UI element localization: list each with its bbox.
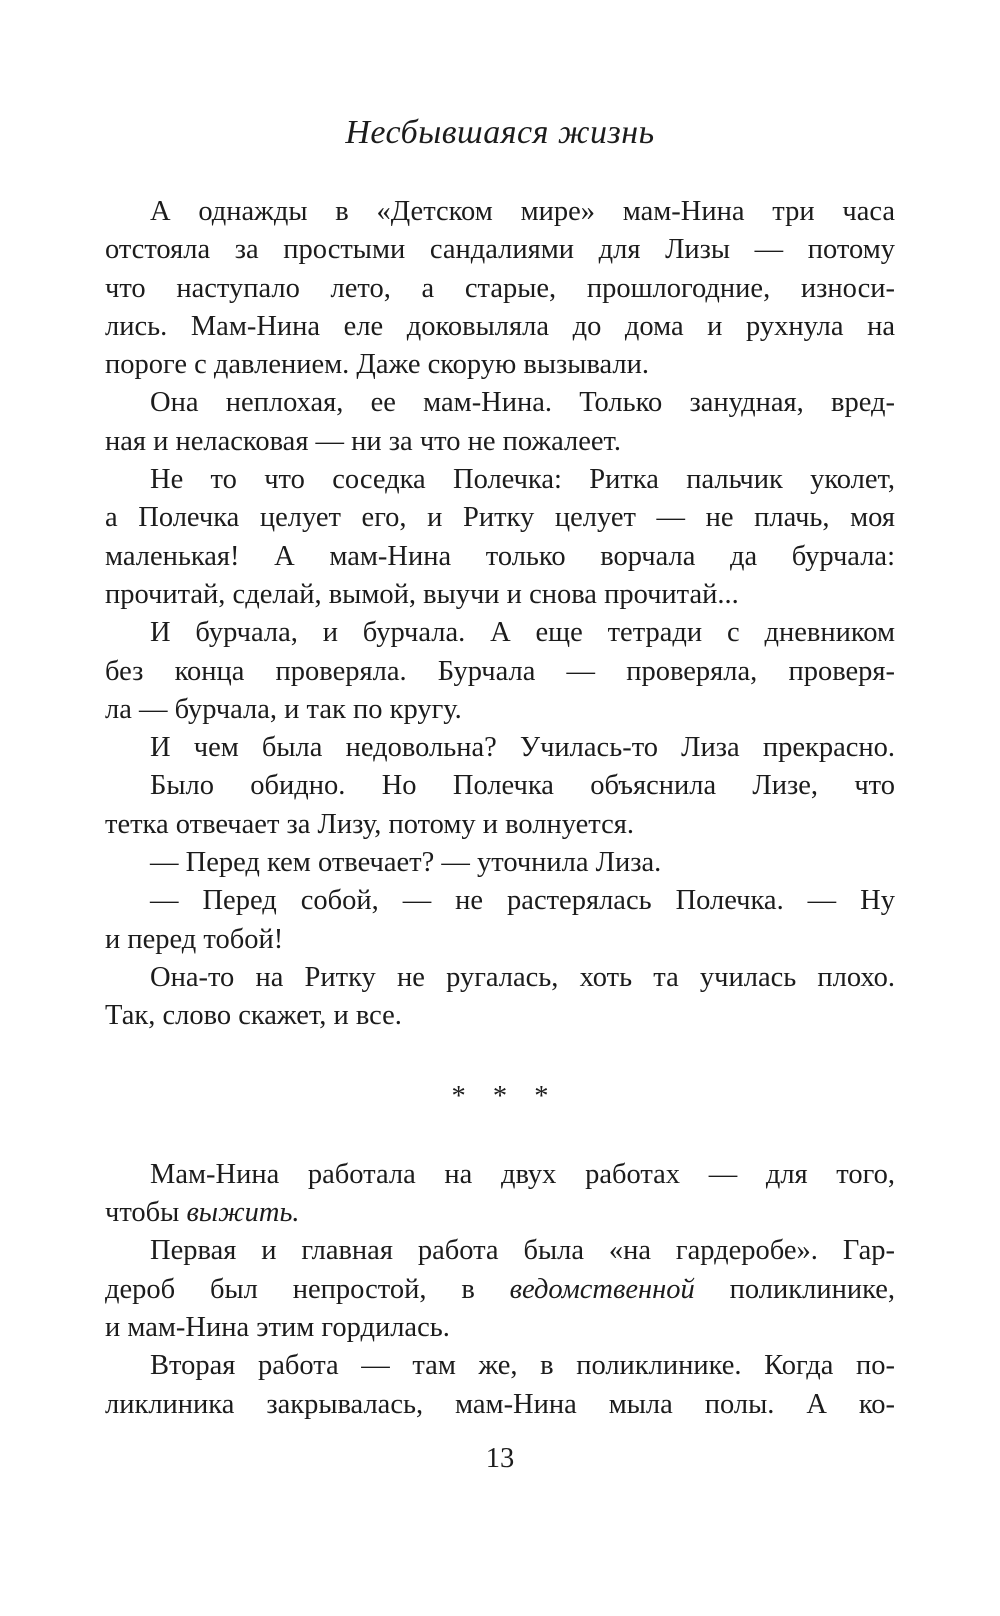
text-run: маленькая! А мам-Нина только ворчала да бурчала: bbox=[105, 540, 895, 572]
text-run: лись. Мам-Нина еле доковыляла до дома и рухнула на bbox=[105, 310, 895, 342]
text-line bbox=[105, 193, 895, 231]
text-line bbox=[105, 1347, 895, 1385]
text-line bbox=[105, 346, 895, 384]
text-line bbox=[105, 997, 895, 1035]
text-section-1 bbox=[105, 193, 895, 1036]
paragraph bbox=[105, 461, 895, 614]
text-run: Она-то на Ритку не ругалась, хоть та училась плохо. bbox=[150, 961, 895, 993]
italic-text: выжить. bbox=[186, 1197, 300, 1229]
page-number: 13 bbox=[485, 1443, 515, 1474]
text-run: Она неплохая, ее мам-Нина. Только занудная, вред- bbox=[150, 387, 895, 419]
text-line bbox=[105, 614, 895, 652]
text-line bbox=[105, 1232, 895, 1270]
text-line bbox=[105, 691, 895, 729]
paragraph bbox=[105, 384, 895, 461]
text-run: — Перед кем отвечает? — уточнила Лиза. bbox=[150, 847, 662, 879]
text-run: — Перед собой, — не растерялась Полечка. — Ну bbox=[150, 885, 895, 917]
text-run: И чем была недовольна? Училась-то Лиза прекрасно. bbox=[150, 732, 895, 764]
text-line bbox=[105, 882, 895, 920]
text-line bbox=[105, 538, 895, 576]
text-line bbox=[105, 576, 895, 614]
text-run: пороге с давлением. Даже скорую вызывали. bbox=[105, 349, 650, 381]
text-run: тетка отвечает за Лизу, потому и волнуется. bbox=[105, 808, 634, 840]
italic-text: ведомственной bbox=[509, 1273, 695, 1305]
text-run: ла — бурчала, и так по кругу. bbox=[105, 693, 462, 725]
text-line bbox=[105, 461, 895, 499]
text-run: без конца проверяла. Бурчала — проверяла, проверя- bbox=[105, 655, 895, 687]
text-run: и мам-Нина этим гордилась. bbox=[105, 1312, 450, 1344]
text-line bbox=[105, 653, 895, 691]
text-line bbox=[105, 270, 895, 308]
text-line bbox=[105, 499, 895, 537]
text-run: а Полечка целует его, и Ритку целует — не плачь, моя bbox=[105, 502, 895, 534]
chapter-title: Несбывшаяся жизнь bbox=[345, 114, 655, 151]
text-run: прочитай, сделай, вымой, выучи и снова прочитай... bbox=[105, 578, 739, 610]
text-line bbox=[105, 384, 895, 422]
text-line bbox=[105, 921, 895, 959]
text-line bbox=[105, 1309, 895, 1347]
text-line bbox=[105, 1156, 895, 1194]
text-line bbox=[105, 1386, 895, 1424]
paragraph bbox=[105, 882, 895, 959]
text-run: отстояла за простыми сандалиями для Лизы — потому bbox=[105, 234, 895, 266]
text-run: Было обидно. Но Полечка объяснила Лизе, что bbox=[150, 770, 895, 802]
paragraph bbox=[105, 1156, 895, 1233]
text-run: Не то что соседка Полечка: Ритка пальчик уколет, bbox=[150, 464, 895, 496]
text-line bbox=[105, 806, 895, 844]
paragraph bbox=[105, 959, 895, 1036]
text-line bbox=[105, 1194, 895, 1232]
text-run: и перед тобой! bbox=[105, 923, 284, 955]
text-line bbox=[105, 1271, 895, 1309]
text-run: чтобы bbox=[105, 1197, 187, 1229]
text-run: дероб был непростой, в bbox=[105, 1273, 510, 1305]
paragraph bbox=[105, 844, 895, 882]
text-run: что наступало лето, а старые, прошлогодние, износи- bbox=[105, 272, 895, 304]
text-run: ная и неласковая — ни за что не пожалеет. bbox=[105, 425, 621, 457]
text-run: Мам-Нина работала на двух работах — для того, bbox=[150, 1158, 895, 1190]
text-line bbox=[105, 308, 895, 346]
paragraph bbox=[105, 193, 895, 384]
text-line bbox=[105, 231, 895, 269]
text-run: Первая и главная работа была «на гардеробе». Гар- bbox=[150, 1235, 895, 1267]
paragraph bbox=[105, 614, 895, 729]
text-line bbox=[105, 729, 895, 767]
text-line bbox=[105, 844, 895, 882]
paragraph bbox=[105, 767, 895, 844]
text-run: Вторая работа — там же, в поликлинике. Когда по- bbox=[150, 1350, 895, 1382]
page-body bbox=[105, 193, 895, 1424]
paragraph bbox=[105, 729, 895, 767]
section-separator: * * * bbox=[451, 1080, 549, 1112]
text-run: И бурчала, и бурчала. А еще тетради с дневником bbox=[150, 617, 895, 649]
text-line bbox=[105, 959, 895, 997]
text-run: ликлиника закрывалась, мам-Нина мыла полы. А ко- bbox=[105, 1388, 895, 1420]
paragraph bbox=[105, 1347, 895, 1424]
text-run: поликлинике, bbox=[694, 1273, 895, 1305]
text-line bbox=[105, 423, 895, 461]
text-section-2 bbox=[105, 1156, 895, 1424]
paragraph bbox=[105, 1232, 895, 1347]
text-run: Так, слово скажет, и все. bbox=[105, 1000, 402, 1032]
text-line bbox=[105, 767, 895, 805]
text-run: А однажды в «Детском мире» мам-Нина три часа bbox=[150, 196, 895, 227]
